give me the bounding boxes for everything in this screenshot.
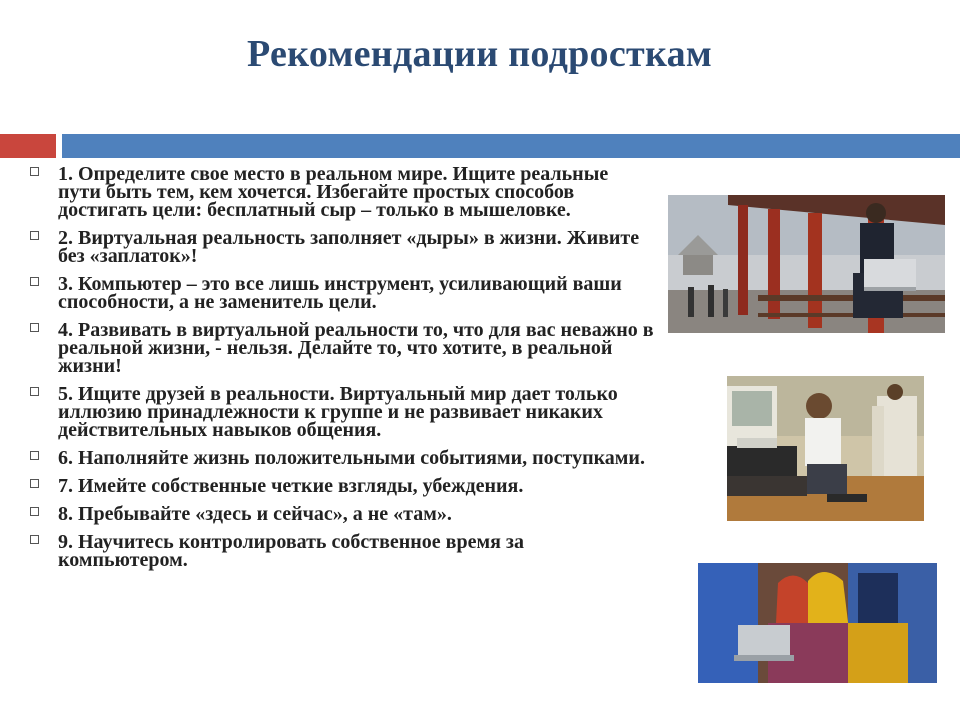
list-item-text: 5. Ищите друзей в реальности. Виртуальный мир дает только иллюзию принадлежности к группе и не развивает никаких действительных навыков общения.	[58, 383, 618, 441]
list-item	[30, 385, 655, 439]
list-item	[30, 505, 655, 523]
list-item	[30, 321, 655, 375]
bullet-icon	[30, 479, 39, 488]
bullet-icon	[30, 451, 39, 460]
list-item	[30, 533, 655, 569]
bullet-icon	[30, 277, 39, 286]
accent-bar-red	[0, 134, 56, 158]
photo-man-laptop-street	[668, 195, 945, 333]
list-item	[30, 275, 655, 311]
list-item-text: 8. Пребывайте «здесь и сейчас», а не «там».	[58, 503, 452, 525]
photo-young-man-workstation	[727, 376, 924, 521]
bullet-icon	[30, 231, 39, 240]
bullet-icon	[30, 535, 39, 544]
photo-women-laptop-blue-wall	[698, 563, 937, 683]
bullet-icon	[30, 387, 39, 396]
list-item	[30, 449, 655, 467]
bullet-icon	[30, 167, 39, 176]
list-item-text: 9. Научитесь контролировать собственное время за компьютером.	[58, 531, 524, 571]
list-item-text: 7. Имейте собственные четкие взгляды, убеждения.	[58, 475, 524, 497]
list-item-text: 1. Определите свое место в реальном мире. Ищите реальные пути быть тем, кем хочется. Избегайте простых способов достигать цели: бесплатный сыр – только в мышеловке.	[58, 163, 609, 221]
list-item-text: 4. Развивать в виртуальной реальности то, что для вас неважно в реальной жизни, - нельзя. Делайте то, что хотите, в реальной жизни!	[58, 319, 654, 377]
recommendations-list	[30, 165, 655, 569]
list-item	[30, 165, 655, 219]
list-item-text: 2. Виртуальная реальность заполняет «дыры» в жизни. Живите без «заплаток»!	[58, 227, 640, 267]
list-item-text: 3. Компьютер – это все лишь инструмент, усиливающий ваши способности, а не заменитель цели.	[58, 273, 622, 313]
list-item	[30, 477, 655, 495]
page-title: Рекомендации подросткам	[247, 33, 713, 75]
list-item-text: 6. Наполняйте жизнь положительными событиями, поступками.	[58, 447, 645, 469]
list-item	[30, 229, 655, 265]
bullet-icon	[30, 507, 39, 516]
accent-bar-blue	[62, 134, 960, 158]
bullet-icon	[30, 323, 39, 332]
